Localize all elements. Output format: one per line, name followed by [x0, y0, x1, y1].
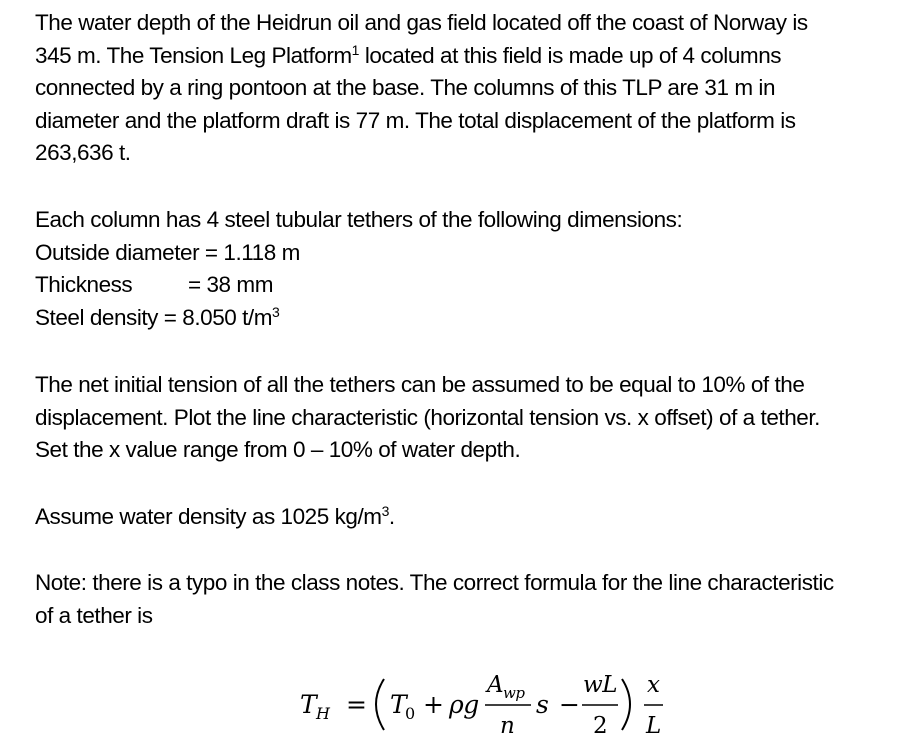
eq-equals: =	[346, 690, 367, 719]
text-line: connected by a ring pontoon at the base. The columns of this TLP are 31 m in	[35, 75, 776, 100]
paragraph-water-density	[35, 501, 920, 534]
eq-wl: wL	[583, 672, 618, 698]
thickness-line	[35, 269, 920, 302]
text-line: Each column has 4 steel tubular tethers of the following dimensions:	[35, 207, 683, 232]
eq-L: L	[646, 713, 661, 739]
eq-rho-g: ρg	[449, 690, 479, 719]
outside-diameter-line: Outside diameter = 1.118 m	[35, 239, 300, 265]
eq-minus: −	[559, 690, 580, 719]
eq-n: n	[500, 713, 515, 739]
text-line: of a tether is	[35, 602, 153, 628]
text-line	[35, 501, 920, 534]
footnote-ref: 1	[351, 41, 360, 58]
text-run: Steel density = 8.050 t/m	[35, 304, 273, 330]
paragraph-field-description	[35, 7, 920, 170]
eq-two: 2	[593, 713, 608, 739]
text-run: 345 m. The Tension Leg Platform	[35, 42, 352, 68]
eq-left-paren	[376, 679, 384, 730]
paragraph-note	[35, 567, 920, 632]
paragraph-tether-dimensions	[35, 204, 920, 334]
text-run: Assume water density as 1025 kg/m	[35, 504, 382, 529]
text-line: diameter and the platform draft is 77 m. The total displacement of the platform is	[35, 107, 796, 133]
thickness-value: = 38 mm	[188, 272, 274, 297]
steel-density-line	[35, 302, 920, 335]
eq-t0-sub: 0	[405, 704, 415, 723]
text-line: Set the x value range from 0 – 10% of water depth.	[35, 437, 521, 462]
eq-right-paren	[622, 679, 630, 730]
text-line	[35, 40, 920, 73]
line-characteristic-equation	[300, 660, 700, 746]
eq-lhs-sub: H	[316, 704, 330, 723]
exponent: 3	[381, 503, 389, 519]
paragraph-task	[35, 369, 920, 467]
eq-plus: +	[423, 690, 444, 719]
eq-awp-sub: wp	[503, 684, 525, 702]
text-line: The net initial tension of all the tethers can be assumed to be equal to 10% of the	[35, 372, 805, 397]
text-line: displacement. Plot the line characteristic (horizontal tension vs. x offset) of a tether.	[35, 404, 820, 430]
text-line: The water depth of the Heidrun oil and gas field located off the coast of Norway is	[35, 10, 808, 35]
eq-lhs: T	[300, 690, 317, 719]
text-line: 263,636 t.	[35, 140, 131, 165]
eq-t0: T	[390, 690, 407, 719]
text-run: .	[388, 504, 395, 529]
exponent: 3	[272, 303, 280, 320]
eq-awp: A	[487, 672, 504, 698]
eq-s: s	[536, 690, 549, 719]
text-run: located at this field is made up of 4 columns	[359, 42, 782, 68]
eq-x: x	[647, 672, 660, 698]
text-line: Note: there is a typo in the class notes. The correct formula for the line characteristic	[35, 570, 834, 595]
thickness-label: Thickness	[35, 272, 133, 297]
